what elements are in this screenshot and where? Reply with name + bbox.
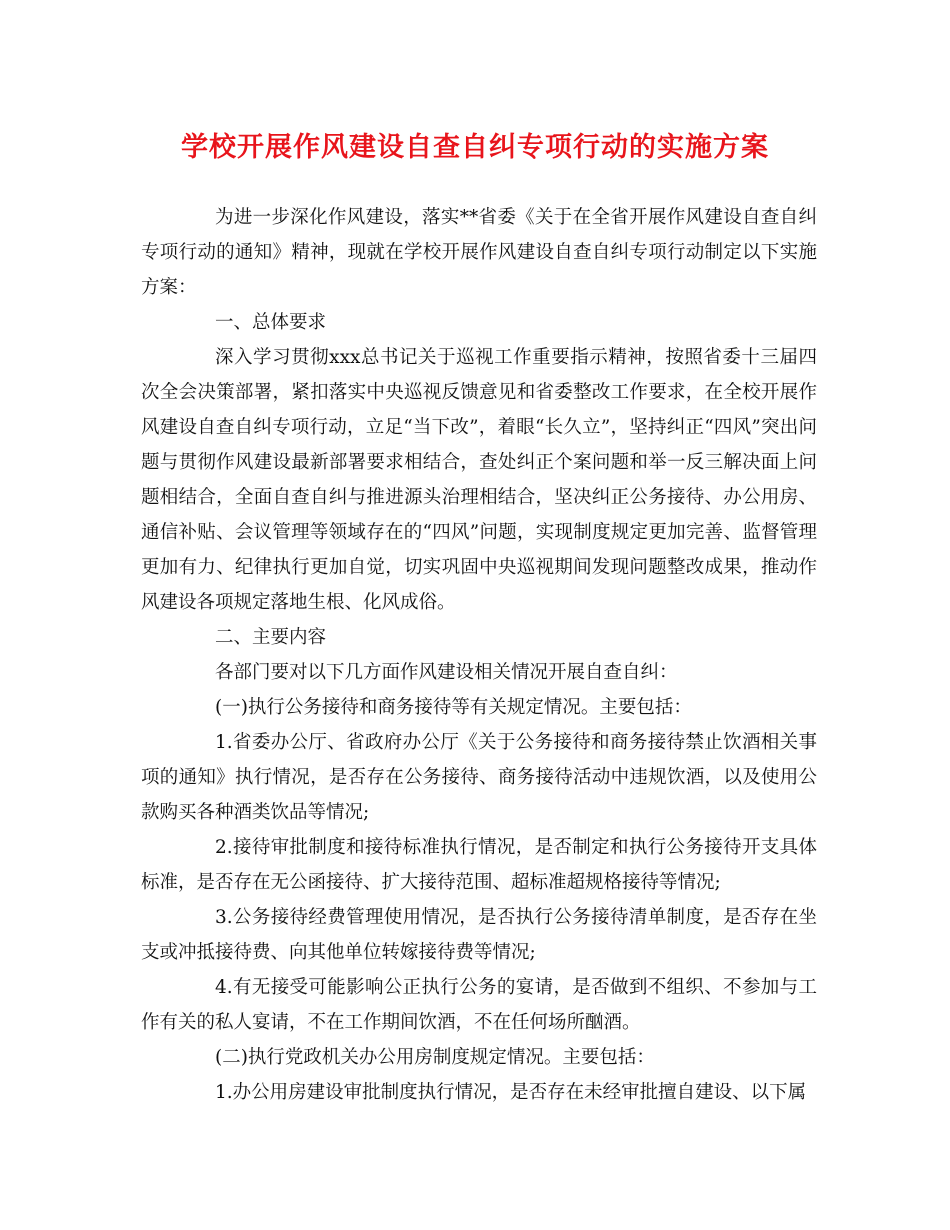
subsection-heading-office-space: (二)执行党政机关办公用房制度规定情况。主要包括： [215,1047,655,1068]
intro-paragraph: 为进一步深化作风建设，落实**省委《关于在全省开展作风建设自查自纠专项行动的通知》精神，现就在学校开展作风建设自查自纠专项行动制定以下实施方案： [141,207,817,298]
main-content-intro-paragraph: 各部门要对以下几方面作风建设相关情况开展自查自纠： [215,662,678,683]
reception-item-4: 4.有无接受可能影响公正执行公务的宴请，是否做到不组织、不参加与工作有关的私人宴请，不在工作期间饮酒，不在任何场所酗酒。 [141,977,817,1033]
section-heading-main-content: 二、主要内容 [215,627,327,648]
reception-item-2: 2.接待审批制度和接待标准执行情况，是否制定和执行公务接待开支具体标准，是否存在无公函接待、扩大接待范围、超标准超规格接待等情况; [141,837,817,893]
general-requirements-paragraph: 深入学习贯彻xxx总书记关于巡视工作重要指示精神，按照省委十三届四次全会决策部署，紧扣落实中央巡视反馈意见和省委整改工作要求，在全校开展作风建设自查自纠专项行动，立足“当下改”，着眼“长久立”，坚持纠正“四风”突出问题与贯彻作风建设最新部署要求相结合，查处纠正个案问题和举一反三解决面上问题相结合，全面自查自纠与推进源头治理相结合，坚决纠正公务接待、办公用房、通信补贴、会议管理等领域存在的“四风”问题，实现制度规定更加完善、监督管理更加有力、纪律执行更加自觉，切实巩固中央巡视期间发现问题整改成果，推动作风建设各项规定落地生根、化风成俗。 [141,347,817,613]
document-body [141,200,817,1110]
section-heading-general-requirements: 一、总体要求 [215,312,327,333]
reception-item-1: 1.省委办公厅、省政府办公厅《关于公务接待和商务接待禁止饮酒相关事项的通知》执行情况，是否存在公务接待、商务接待活动中违规饮酒，以及使用公款购买各种酒类饮品等情况; [141,732,817,823]
subsection-heading-reception: (一)执行公务接待和商务接待等有关规定情况。主要包括： [215,697,692,718]
document-title: 学校开展作风建设自查自纠专项行动的实施方案 [181,132,769,163]
reception-item-3: 3.公务接待经费管理使用情况，是否执行公务接待清单制度，是否存在坐支或冲抵接待费、向其他单位转嫁接待费等情况; [141,907,817,963]
office-space-item-1: 1.办公用房建设审批制度执行情况，是否存在未经审批擅自建设、以下属 [215,1082,807,1103]
